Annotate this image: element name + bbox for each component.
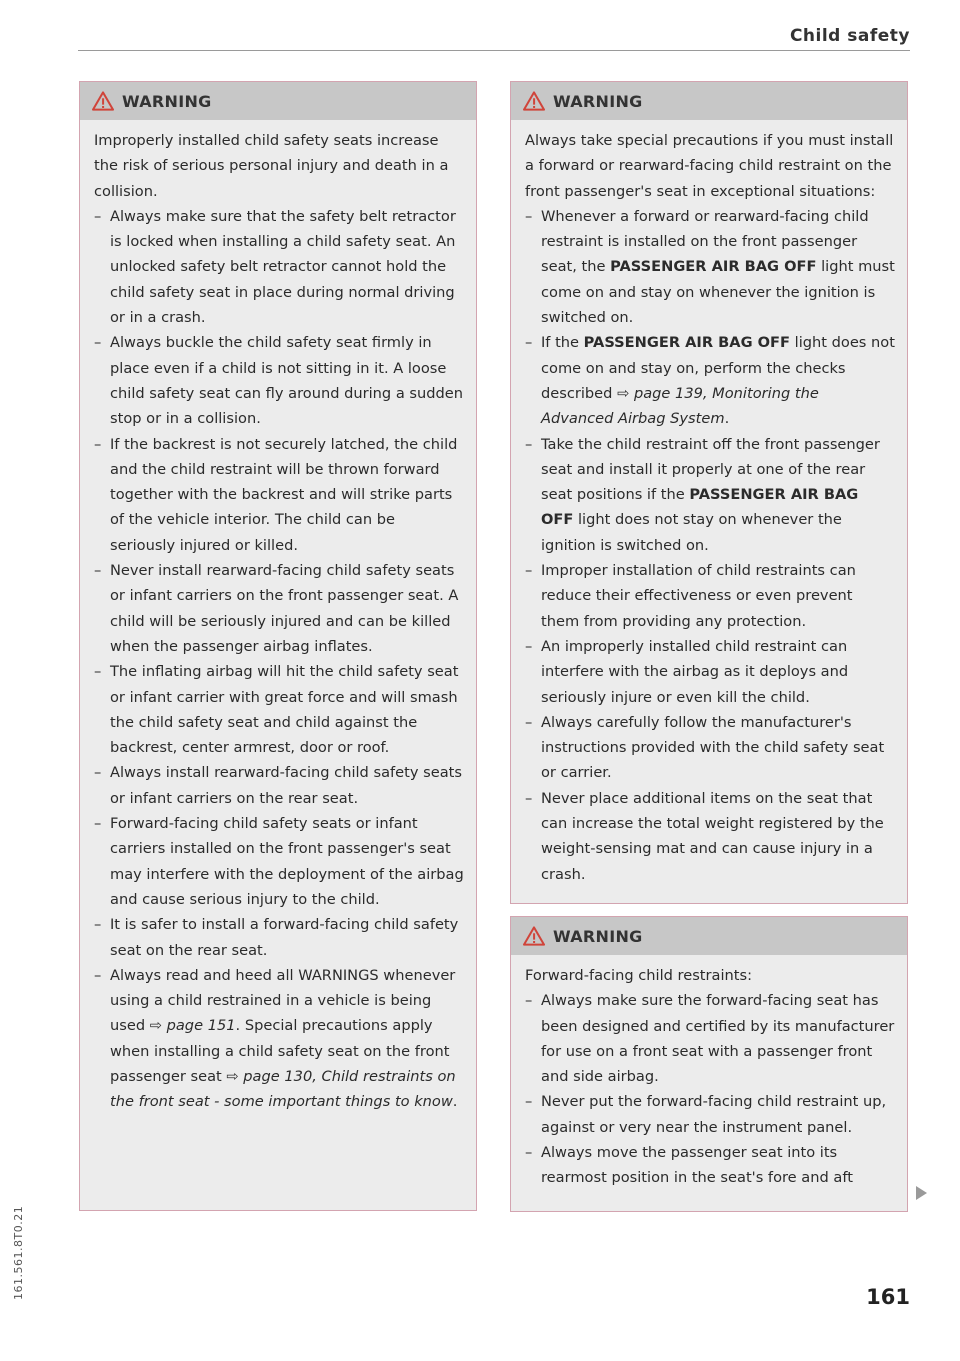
warning-triangle-icon [92,91,114,111]
warning-header [80,82,476,120]
list-item: – Always buckle the child safety seat firmly in place even if a child is not sitting in it. A loose child safety seat can fly around during a sudden stop or in a collision. [94,330,464,431]
list-item: – Always carefully follow the manufacturer's instructions provided with the child safety seat or carrier. [525,710,895,786]
list-item: – Always install rearward-facing child safety seats or infant carriers on the rear seat. [94,760,464,811]
item-text: light must come on and stay on whenever the ignition is switched on. [541,258,895,327]
list-item: – The inflating airbag will hit the child safety seat or infant carrier with great force and will smash the child safety seat and child against the backrest, center armrest, door or roof. [94,659,464,760]
indicator-name: PASSENGER AIR BAG OFF [583,334,791,352]
warning-intro: Always take special precautions if you must install a forward or rearward-facing child restraint on the front passenger's seat in exceptional situations: [525,132,894,200]
list-item: – Forward-facing child safety seats or infant carriers installed on the front passenger's seat may interfere with the deployment of the airbag and cause serious injury to the child. [94,811,464,912]
page-reference-link[interactable]: ⇨ page 139, Monitoring the Advanced Airbag System [541,384,819,428]
item-text: Take the child restraint off the front passenger seat and install it properly at one of the rear seat positions if the [541,435,880,504]
warning-box-3 [510,916,908,1212]
warning-header [511,82,907,120]
side-code: 161.561.8T0.21 [12,1205,25,1300]
list-item [94,963,464,1115]
warning-label: WARNING [553,926,643,946]
warning-label: WARNING [553,91,643,111]
page-reference-link[interactable]: ⇨ page 151 [149,1017,236,1035]
indicator-name: PASSENGER AIR BAG OFF [541,486,859,529]
warning-triangle-icon [523,926,545,946]
warning-label: WARNING [122,91,212,111]
item-text: light does not come on and stay on, perform the checks described [541,334,895,402]
warning-intro: Improperly installed child safety seats increase the risk of serious personal injury and death in a collision. [94,132,449,200]
item-text: . [724,410,730,428]
list-item: – An improperly installed child restraint can interfere with the airbag as it deploys and seriously injure or even kill the child. [525,634,895,710]
indicator-name: PASSENGER AIR BAG OFF [610,258,817,276]
section-title: Child safety [789,26,910,46]
list-item: – Never install rearward-facing child safety seats or infant carriers on the front passenger seat. A child will be seriously injured and can be killed when the passenger airbag inflates. [94,558,464,659]
list-item: – Never put the forward-facing child restraint up, against or very near the instrument panel. [525,1089,895,1140]
list-item: – Always move the passenger seat into its rearmost position in the seat's fore and aft [525,1140,895,1191]
item-text: Always read and heed all WARNINGS whenever using a child restrained in a vehicle is being used [110,966,456,1035]
page-number: 161 [866,1285,910,1309]
item-text: If the [541,334,584,352]
list-item: – If the backrest is not securely latched, the child and the child restraint will be thrown forward together with the backrest and will strike parts of the vehicle interior. The child can be seriously injured or killed. [94,432,464,558]
item-text: . [452,1093,458,1111]
warning-header [511,917,907,955]
item-text: . Special precautions apply when installing a child safety seat on the front passenger seat [110,1017,450,1085]
item-text: light does not stay on whenever the ignition is switched on. [541,511,842,554]
warning-box-2 [510,81,908,904]
list-item [525,204,895,330]
warning-intro: Forward-facing child restraints: [525,967,753,984]
list-item: – Never place additional items on the seat that can increase the total weight registered by the weight-sensing mat and can cause injury in a crash. [525,786,895,887]
list-item: – Always make sure that the safety belt retractor is locked when installing a child safety seat. An unlocked safety belt retractor cannot hold the child safety seat in place during normal driving or in a crash. [94,204,464,330]
list-item: – Always make sure the forward-facing seat has been designed and certified by its manufacturer for use on a front seat with a passenger front and side airbag. [525,988,895,1089]
list-item [525,432,895,558]
warning-triangle-icon [523,91,545,111]
header-rule [78,50,910,51]
continue-arrow-icon[interactable] [916,1186,927,1200]
list-item [525,330,895,431]
item-text: Whenever a forward or rearward-facing child restraint is installed on the front passenger seat, the [541,207,869,276]
list-item: – It is safer to install a forward-facing child safety seat on the rear seat. [94,912,464,963]
page-reference-link[interactable]: ⇨ page 130, Child restraints on the front seat - some important things to know [110,1067,456,1111]
list-item: – Improper installation of child restraints can reduce their effectiveness or even prevent them from providing any protection. [525,558,895,634]
warning-box-1 [79,81,477,1211]
